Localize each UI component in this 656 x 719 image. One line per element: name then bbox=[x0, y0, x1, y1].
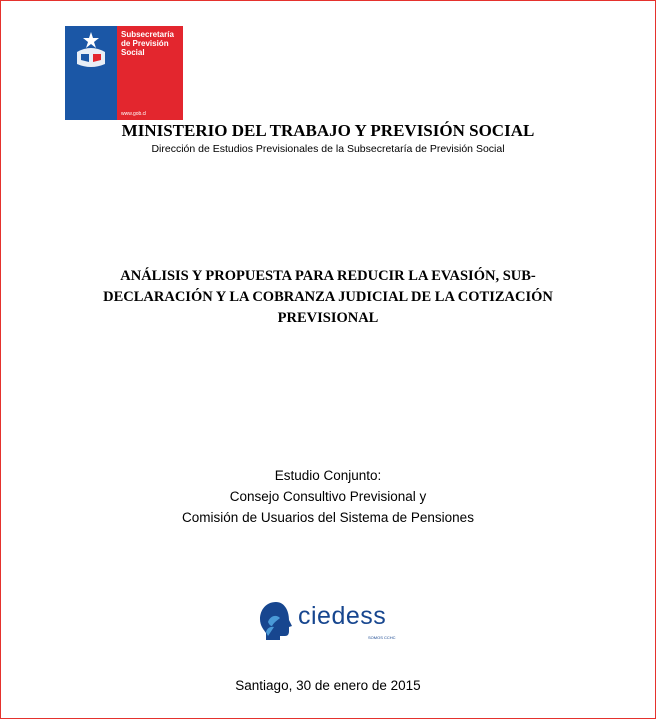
study-line-1: Consejo Consultivo Previsional y bbox=[229, 489, 427, 504]
subsecretaria-logo bbox=[65, 26, 183, 120]
document-title bbox=[90, 266, 566, 329]
logo-blue-panel bbox=[65, 26, 117, 120]
ciedess-tagline: SOMOS CCHC bbox=[368, 635, 396, 640]
logo-text-line-3: Social bbox=[121, 48, 145, 57]
ciedess-logo bbox=[258, 600, 398, 644]
study-line-2: Comisión de Usuarios del Sistema de Pensiones bbox=[182, 510, 474, 525]
ministry-heading: MINISTERIO DEL TRABAJO Y PREVISIÓN SOCIAL bbox=[121, 121, 535, 140]
logo-url: www.gob.cl bbox=[121, 111, 147, 117]
logo-text bbox=[121, 30, 174, 57]
document-date: Santiago, 30 de enero de 2015 bbox=[235, 678, 421, 693]
chile-coat-of-arms-icon bbox=[65, 26, 117, 73]
logo-text-line-1: Subsecretaría bbox=[121, 30, 174, 39]
study-block bbox=[0, 465, 656, 528]
title-line-1: ANÁLISIS Y PROPUESTA PARA REDUCIR LA EVASIÓN, SUB- bbox=[120, 268, 536, 284]
ciedess-head-icon bbox=[258, 600, 294, 642]
title-line-2: DECLARACIÓN Y LA COBRANZA JUDICIAL DE LA COTIZACIÓN bbox=[103, 289, 553, 305]
ciedess-wordmark: ciedess bbox=[298, 602, 387, 630]
logo-red-panel bbox=[117, 26, 183, 120]
logo-text-line-2: de Previsión bbox=[121, 39, 169, 48]
study-heading: Estudio Conjunto: bbox=[274, 468, 382, 483]
direction-subheading: Dirección de Estudios Previsionales de la Subsecretaría de Previsión Social bbox=[151, 143, 505, 155]
title-line-3: PREVISIONAL bbox=[277, 310, 379, 326]
